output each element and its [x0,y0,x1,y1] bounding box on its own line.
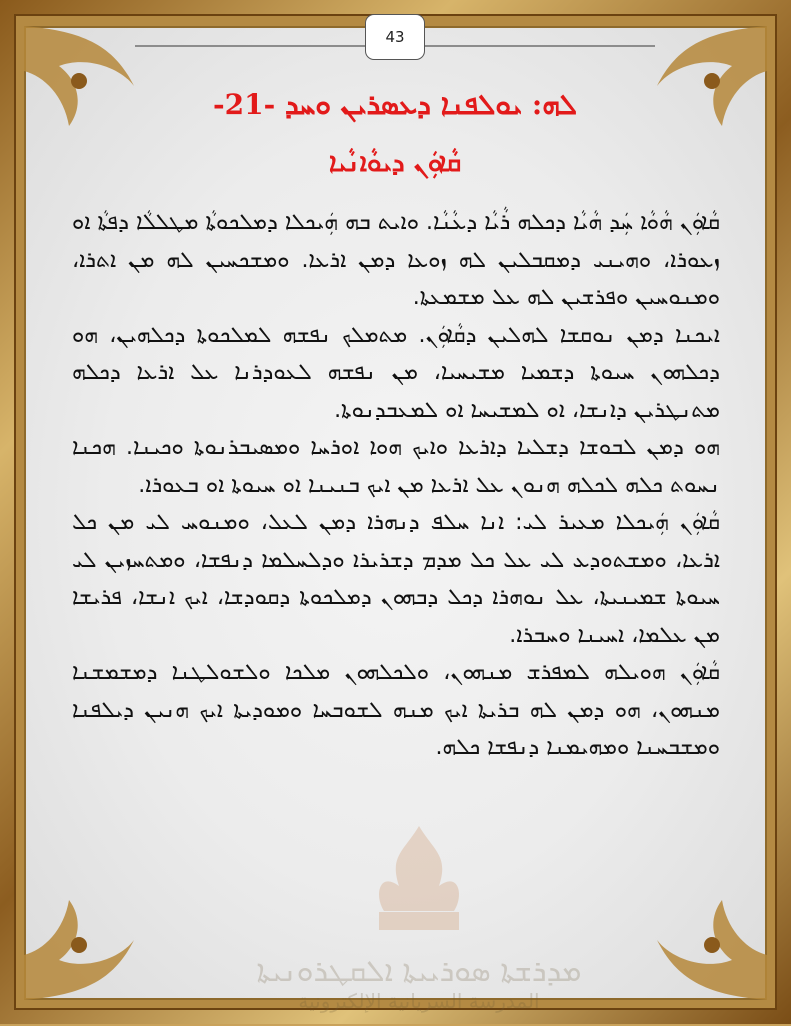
paragraph: ܩܵܐܘܲܢ ܗܘܝܠܗ ܠܡܦܪܫ ܡܢܗܘܢ، ܘܠܟܠܗܘܢ ܡܠܟܐ ܘܠܫܘܠܛܢܐ ܕܡܫܡܫܢܐ ܡܢܗܘܢ، ܗܘ ܕܡܢ ܠܗ ܒܪܝܬܐ ܐܝܟ ܡܢܗ ܠܫܘܒܚܐ ܘܡܘܕܝܬܐ ܐܝܟ ܗܢܝܢ ܕܝܠܦܢܐ ܘܡܫܒܚܢܐ ܘܡܗܝܡܢܐ ܕܢܦܫܐ ܟܠܗ. [72,660,720,760]
page-number: 43 [365,14,425,60]
watermark-arabic-text: المدرسة السريانية الإلكترونية [298,989,540,1013]
paragraph: ܗܘ ܕܡܢ ܠܒܘܫܐ ܕܫܠܝܐ ܕܐܪܥܐ ܘܐܝܟ ܗܘܐ ܐܘܪܚܐ ܘܡܣܝܒܪܢܘܬܐ ܘܟܝܢܐ. ܗܟܢܐ ܢܚܘܬ ܟܠܗ ܠܟܠܗ ܗܢܘܢ ܥܠ ܐܪܥܐ ܡܢ ܐܝܟ ܒܢܝܢܐ ܐܘ ܚܝܘܬܐ ܐܘ ܒܥܘܪܐ. [72,435,720,498]
paragraph: ܩܵܐܘܲܢ ܗܲܝܟܠܐ ܡܥܝܪ ܠܝ: ܐܢܐ ܚܠܦ ܕܢܗܪܐ ܕܡܢ ܠܥܠ، ܘܡܢܘܚ ܠܝ ܡܢ ܟܠ ܐܪܥܐ، ܘܡܫܬܘܕܥ ܠܝ ܥܠ ܟܠ ܡܕܡ ܕܫܪܝܪܐ ܘܕܠܚܠܡܐ ܕܢܦܫܐ، ܘܡܬܚܙܝܢ ܠܝ ܚܝܘܬܐ ܫܡܝܢܝܬܐ، ܥܠ ܢܘܗܪܐ ܕܟܠ ܕܒܗܘܢ ܕܡܠܟܘܬܐ ܕܩܘܕܫܐ، ܐܝܟ ܐܢܫܐ، ܦܪܝܫܐ ܡܢ ܥܠܡܐ، ܐܚܝܢܐ ܘܚܒܪܐ. [72,510,720,648]
paragraph: ܩܵܐܘܲܢ ܗܵܘܵܐ ܚܲܕ ܗܵܝܵܐ ܕܟܠܗ ܪܵܝܵܐ ܕܥܵܢܵܐ. ܘܐܝܬ ܒܗ ܗܲܝܟܠܐ ܕܡܠܟܘܬܵܐ ܡܛܠܠܵܐ ܕܦܬܵܐ ܐܘ ܙܥܘܪܐ، ܘܗܝܢܝ ܕܡܩܒܠܝܢ ܠܗ ܙܘܥܐ ܕܡܢ ܐܪܥܐ. ܘܡܫܟܚܝܢ ܠܗ ܡܢ ܐܬܪܐ، ܘܡܢܘܚܝܢ ܘܦܪܫܝܢ ܠܗ ܥܠ ܡܫܡܥܬܐ. [72,210,720,310]
lesson-title: ܠܗ: ܝܘܠܦܢܐ ܕܥܣܪܝܢ ܘܚܕ -21- [213,88,577,121]
lesson-subtitle: ܩܵܐܘܲܢ ܕܝܘܵܐܢܵܝܐ [328,148,462,178]
paragraph: ܐܝܟܢܐ ܕܡܢ ܢܘܩܫܐ ܠܗܠܝܢ ܕܩܵܐܘܲܢ. ܡܬܡܠܟ ܢܦܫܗ ܠܡܠܟܘܬܐ ܕܟܠܗܝܢ، ܗܘ ܕܟܠܗܘܢ ܚܝܘܬܐ ܕܫܡܝܐ ܡܫܝܚܝܐ، ܡܢ ܢܦܫܗ ܠܥܘܕܪܢܐ ܥܠ ܐܪܥܐ ܕܟܠܗ ܡܬܢܛܪܝܢ ܕܐܢܫܐ، ܐܘ ܠܡܫܝܚܐ ܐܘ ܠܡܥܒܕܢܘܬܐ. [72,322,720,423]
flame-emblem-icon [339,816,499,936]
corner-ornament-icon [617,850,767,1000]
corner-ornament-icon [24,850,174,1000]
school-logo-watermark [224,816,614,1026]
watermark-syriac-text: ܡܕܪܫܬܐ ܣܘܪܝܝܬܐ ܐܠܩܛܪܘܢܝܬܐ [256,954,582,989]
lesson-body [72,204,720,767]
